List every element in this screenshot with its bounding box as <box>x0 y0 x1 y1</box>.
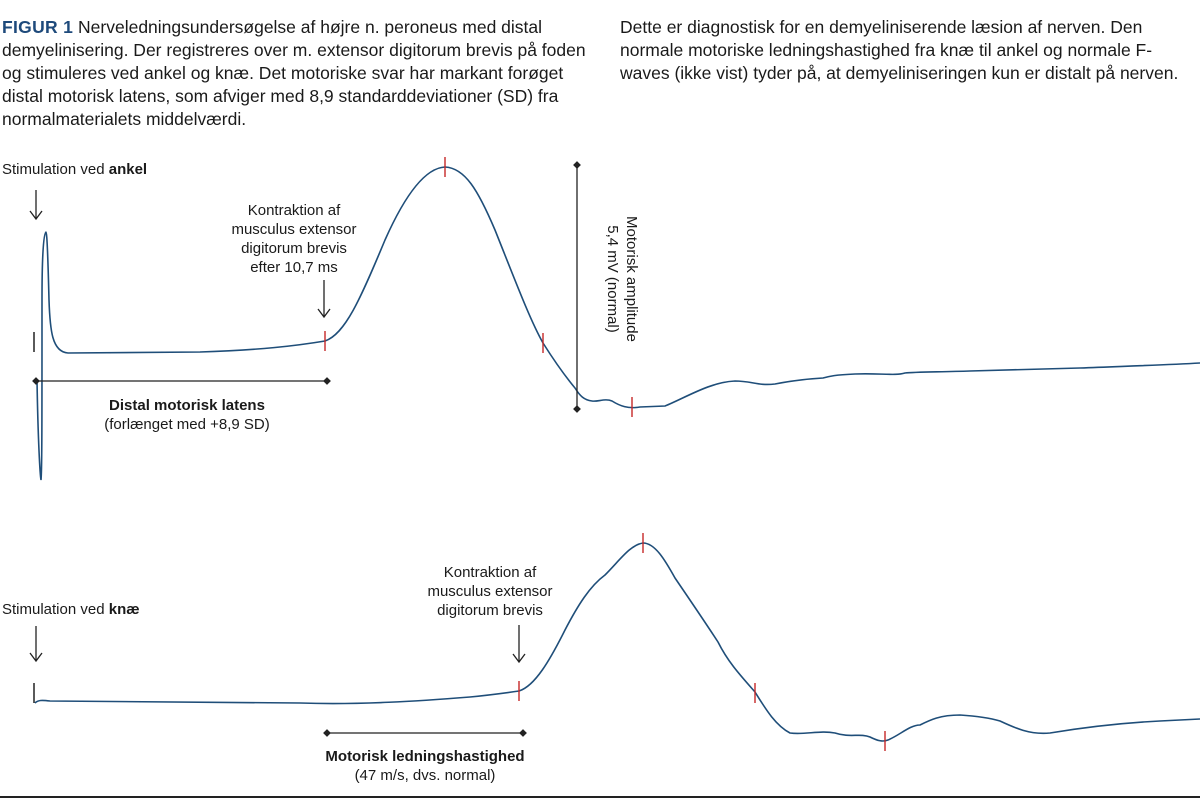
top-stim-label <box>2 160 147 179</box>
bottom-markers <box>519 533 885 751</box>
figure-label: FIGUR 1 <box>2 17 74 37</box>
top-contraction-line-4: efter 10,7 ms <box>250 259 338 276</box>
bottom-contraction-line-3: digitorum brevis <box>437 602 543 619</box>
caption-right: Dette er diagnostisk for en demyeliniserende læsion af nerven. Den normale motoriske ledningshastighed fra knæ til ankel og normale F-waves (ikke vist) tyder på, at demyeliniseringen kun er distalt på nerven. <box>620 17 1179 83</box>
amplitude-label <box>603 169 641 389</box>
latency-note: (forlænget med +8,9 SD) <box>104 416 270 433</box>
bottom-contraction-label <box>408 563 572 620</box>
velocity-label <box>295 747 555 785</box>
latency-title: Distal motorisk latens <box>109 397 265 414</box>
bottom-contraction-line-1: Kontraktion af <box>443 564 537 581</box>
bottom-stim-label <box>2 600 140 619</box>
top-stim-prefix: Stimulation ved <box>2 161 109 178</box>
bottom-stim-prefix: Stimulation ved <box>2 601 109 618</box>
top-stim-site: ankel <box>108 161 148 178</box>
amplitude-line-1: Motorisk amplitude <box>623 216 640 342</box>
top-contraction-line-2: musculus extensor <box>231 221 357 238</box>
caption-left-text: Nerveledningsundersøgelse af højre n. peroneus med distal demyelinisering. Der registreres over m. extensor digitorum brevis på foden og stimuleres ved ankel og knæ. Det motoriske svar har markant forøget distal motorisk latens, som afviger med 8,9 standarddeviationer (SD) fra normalmaterialets middelværdi. <box>2 17 586 129</box>
top-contraction-line-3: digitorum brevis <box>241 240 347 257</box>
top-contraction-arrow-icon <box>318 280 330 317</box>
bottom-stim-site: knæ <box>108 601 140 618</box>
bottom-waveform <box>35 543 1200 741</box>
velocity-title: Motorisk ledningshastighed <box>325 748 525 765</box>
top-contraction-label <box>212 201 376 277</box>
bottom-rule <box>0 796 1200 798</box>
bottom-stim-arrow-icon <box>30 626 42 661</box>
bottom-contraction-line-2: musculus extensor <box>427 583 553 600</box>
top-contraction-line-1: Kontraktion af <box>247 202 341 219</box>
top-stim-arrow-icon <box>30 190 42 219</box>
bottom-contraction-arrow-icon <box>513 625 525 662</box>
velocity-note: (47 m/s, dvs. normal) <box>354 767 496 784</box>
latency-label <box>62 396 312 434</box>
amplitude-line-2: 5,4 mV (normal) <box>604 225 621 333</box>
